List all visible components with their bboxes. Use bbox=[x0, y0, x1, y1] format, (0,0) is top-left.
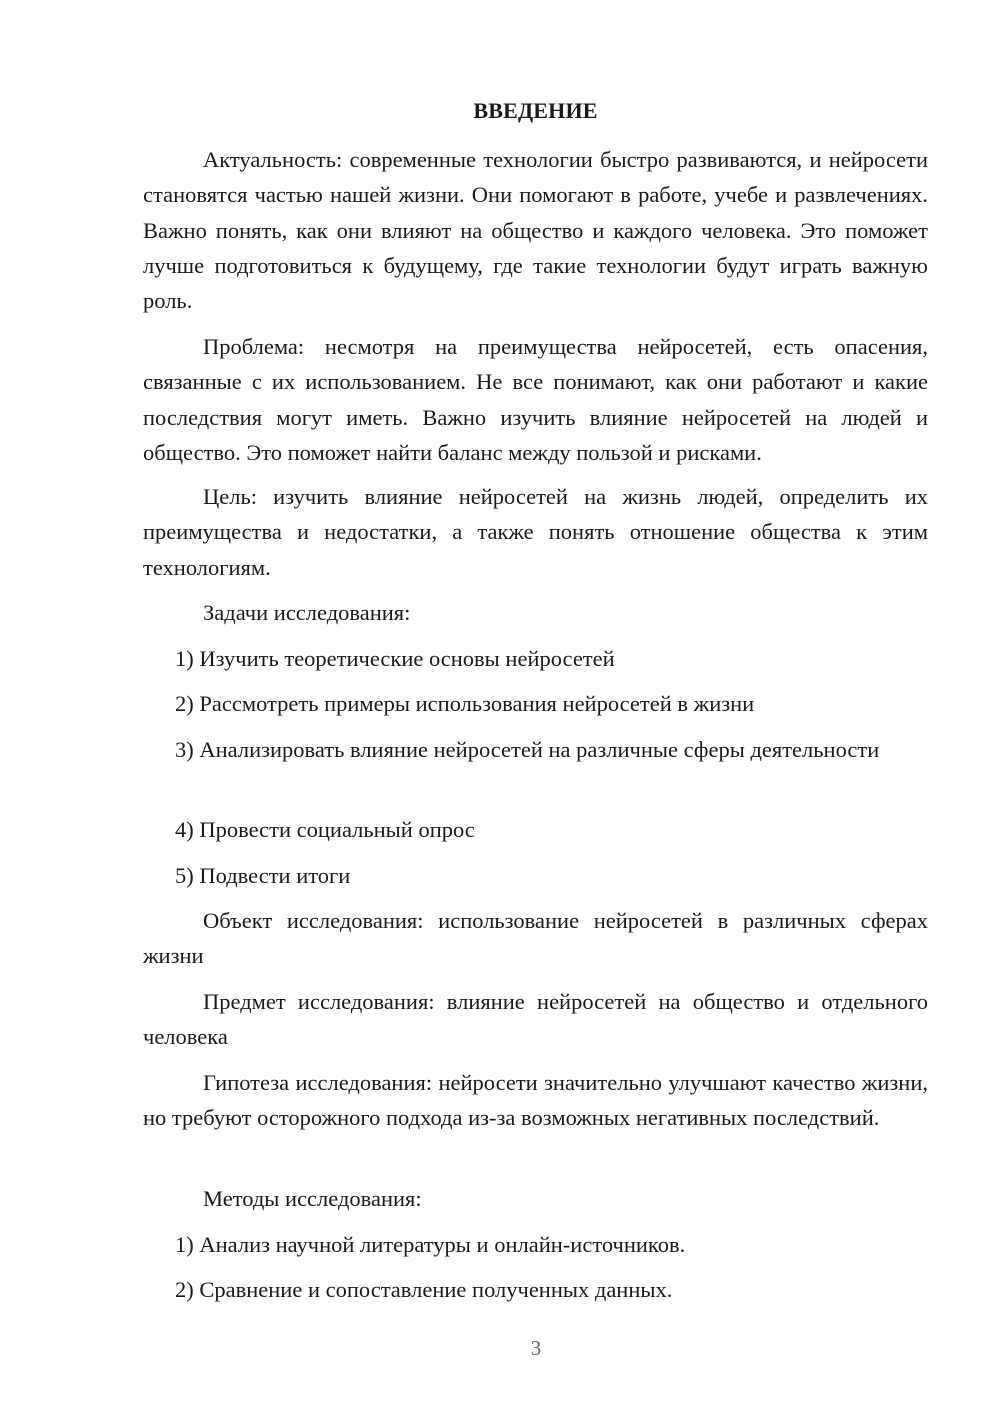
paragraph-hypothesis: Гипотеза исследования: нейросети значительно улучшают качество жизни, но требуют осторожного подхода из-за возможных негативных последствий. bbox=[143, 1070, 928, 1131]
paragraph-object: Объект исследования: использование нейросетей в различных сферах жизни bbox=[143, 908, 928, 969]
list-item-task-1: 1) Изучить теоретические основы нейросетей bbox=[175, 646, 615, 671]
list-item-task-3: 3) Анализировать влияние нейросетей на различные сферы деятельности bbox=[175, 737, 880, 762]
paragraph-problem: Проблема: несмотря на преимущества нейросетей, есть опасения, связанные с их использованием. Не все понимают, как они работают и какие последствия могут иметь. Важно изучить влияние нейросетей на людей и общество. Это поможет найти баланс между пользой и рисками. bbox=[143, 334, 928, 465]
paragraph-methods-heading: Методы исследования: bbox=[203, 1186, 422, 1211]
paragraph-subject: Предмет исследования: влияние нейросетей на общество и отдельного человека bbox=[143, 989, 928, 1050]
list-item-method-1: 1) Анализ научной литературы и онлайн-источников. bbox=[175, 1232, 686, 1257]
page-title: ВВЕДЕНИЕ bbox=[473, 98, 598, 123]
paragraph-relevance: Актуальность: современные технологии быстро развиваются, и нейросети становятся частью нашей жизни. Они помогают в работе, учебе и развлечениях. Важно понять, как они влияют на общество и каждого человека. Это поможет лучше подготовиться к будущему, где такие технологии будут играть важную роль. bbox=[143, 147, 928, 314]
list-item-task-4: 4) Провести социальный опрос bbox=[175, 817, 475, 842]
page-number: 3 bbox=[530, 1336, 542, 1360]
paragraph-tasks-heading: Задачи исследования: bbox=[203, 600, 411, 625]
paragraph-goal: Цель: изучить влияние нейросетей на жизнь людей, определить их преимущества и недостатки, а также понять отношение общества к этим технологиям. bbox=[143, 484, 928, 580]
list-item-task-2: 2) Рассмотреть примеры использования нейросетей в жизни bbox=[175, 691, 755, 716]
list-item-method-2: 2) Сравнение и сопоставление полученных данных. bbox=[175, 1277, 673, 1302]
list-item-task-5: 5) Подвести итоги bbox=[175, 863, 351, 888]
